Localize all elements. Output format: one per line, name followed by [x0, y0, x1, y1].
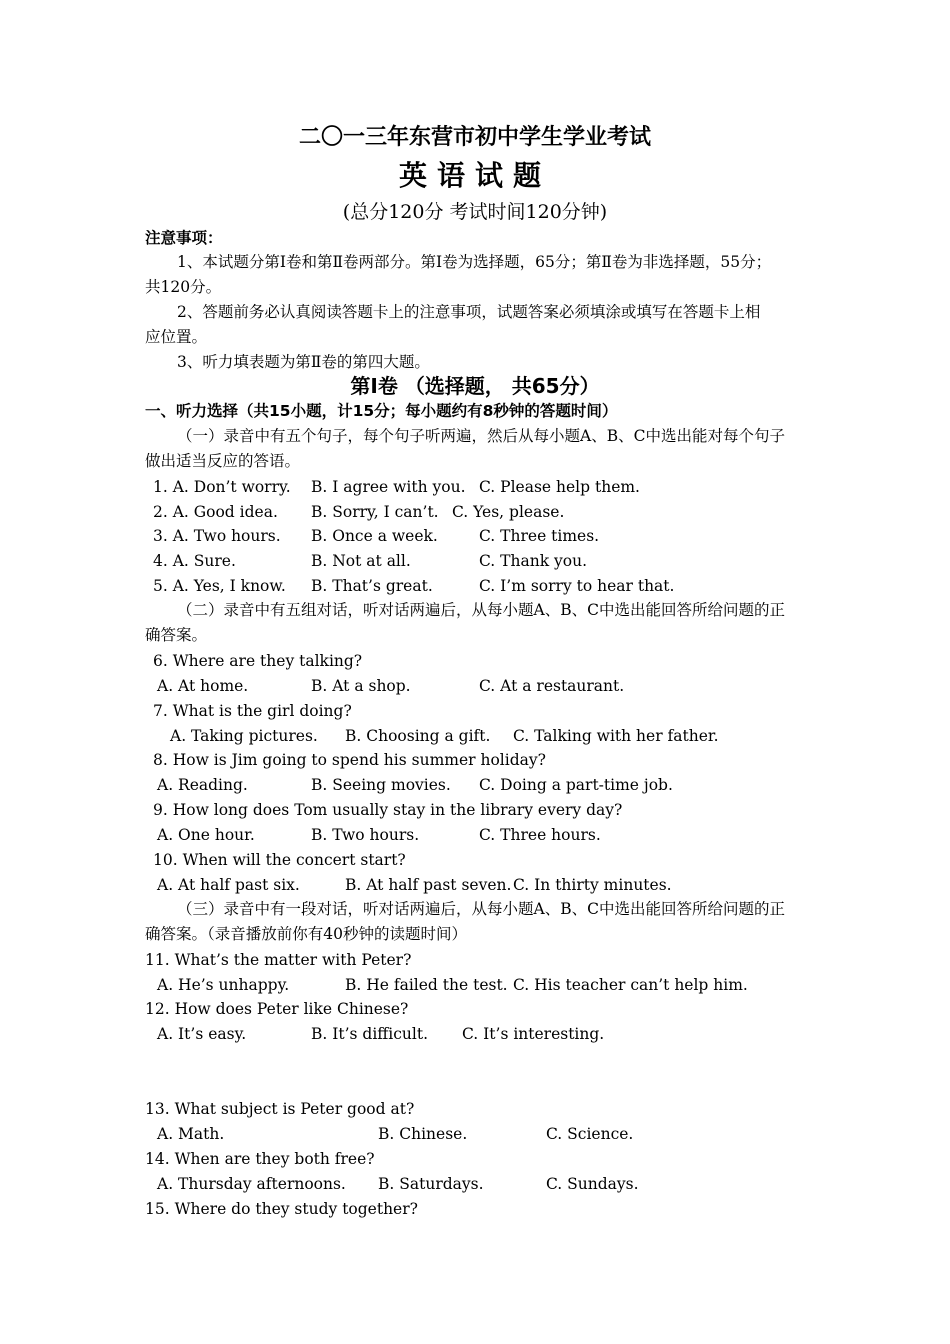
q4-option-a: 4. A. Sure.: [153, 552, 236, 570]
q7-option-a: A. Taking pictures.: [170, 727, 318, 745]
exam-title: 二〇一三年东营市初中学生学业考试: [298, 124, 651, 150]
q2-option-c: C. Yes, please.: [452, 503, 565, 521]
q9-option-a: A. One hour.: [157, 826, 255, 844]
q6-stem: 6. Where are they talking?: [153, 652, 363, 670]
note-2-cont: 应位置。: [145, 328, 208, 346]
q13-option-a: A. Math.: [157, 1125, 225, 1143]
q1-option-a: 1. A. Don’t worry.: [153, 478, 291, 496]
note-1: 1、本试题分第Ⅰ卷和第Ⅱ卷两部分。第Ⅰ卷为选择题，65分；第Ⅱ卷为非选择题，55分；: [177, 253, 772, 271]
note-3: 3、听力填表题为第Ⅱ卷的第四大题。: [177, 353, 430, 371]
q7-option-c: C. Talking with her father.: [513, 727, 719, 745]
note-2: 2、答题前务必认真阅读答题卡上的注意事项，试题答案必须填涂或填写在答题卡上相: [177, 303, 761, 321]
q7-option-b: B. Choosing a gift.: [345, 727, 491, 745]
exam-info: (总分120分 考试时间120分钟): [342, 201, 608, 223]
q2-option-a: 2. A. Good idea.: [153, 503, 278, 521]
q4-option-b: B. Not at all.: [311, 552, 411, 570]
q10-option-b: B. At half past seven.: [345, 876, 512, 894]
sub-instruction-1-cont: 做出适当反应的答语。: [145, 452, 301, 470]
q9-option-b: B. Two hours.: [311, 826, 420, 844]
q12-stem: 12. How does Peter like Chinese?: [145, 1000, 409, 1018]
q11-option-a: A. He’s unhappy.: [157, 976, 290, 994]
sub-instruction-1: （一）录音中有五个句子，每个句子听两遍，然后从每小题A、B、C中选出能对每个句子: [177, 427, 785, 445]
q10-option-a: A. At half past six.: [157, 876, 300, 894]
q4-option-c: C. Thank you.: [479, 552, 588, 570]
q1-option-b: B. I agree with you.: [311, 478, 466, 496]
note-1-cont: 共120分。: [145, 278, 222, 296]
q3-option-c: C. Three times.: [479, 527, 600, 545]
q12-option-a: A. It’s easy.: [157, 1025, 247, 1043]
q3-option-a: 3. A. Two hours.: [153, 527, 281, 545]
q13-stem: 13. What subject is Peter good at?: [145, 1100, 415, 1118]
q14-option-a: A. Thursday afternoons.: [157, 1175, 346, 1193]
q10-option-c: C. In thirty minutes.: [513, 876, 672, 894]
sub-instruction-2: （二）录音中有五组对话，听对话两遍后，从每小题A、B、C中选出能回答所给问题的正: [177, 601, 785, 619]
q11-option-b: B. He failed the test.: [345, 976, 508, 994]
subject-title: 英语试题: [398, 159, 551, 192]
q7-stem: 7. What is the girl doing?: [153, 702, 352, 720]
sub-instruction-3-cont: 确答案。（录音播放前你有40秒钟的读题时间）: [145, 925, 467, 943]
q15-stem: 15. Where do they study together?: [145, 1200, 418, 1218]
sub-instruction-3: （三）录音中有一段对话，听对话两遍后，从每小题A、B、C中选出能回答所给问题的正: [177, 900, 785, 918]
q8-stem: 8. How is Jim going to spend his summer holiday?: [153, 751, 546, 769]
q5-option-b: B. That’s great.: [311, 577, 433, 595]
sub-instruction-2-cont: 确答案。: [145, 626, 208, 644]
q13-option-c: C. Science.: [546, 1125, 634, 1143]
q11-option-c: C. His teacher can’t help him.: [513, 976, 748, 994]
q6-option-c: C. At a restaurant.: [479, 677, 625, 695]
q8-option-a: A. Reading.: [157, 776, 248, 794]
q13-option-b: B. Chinese.: [378, 1125, 468, 1143]
part-1-title: 一、听力选择（共15小题，计15分；每小题约有8秒钟的答题时间）: [145, 402, 618, 420]
q9-option-c: C. Three hours.: [479, 826, 601, 844]
q1-option-c: C. Please help them.: [479, 478, 640, 496]
notes-heading: 注意事项：: [145, 229, 223, 247]
q14-option-c: C. Sundays.: [546, 1175, 639, 1193]
q8-option-b: B. Seeing movies.: [311, 776, 451, 794]
q5-option-c: C. I’m sorry to hear that.: [479, 577, 675, 595]
q12-option-c: C. It’s interesting.: [462, 1025, 605, 1043]
q6-option-a: A. At home.: [157, 677, 249, 695]
q6-option-b: B. At a shop.: [311, 677, 411, 695]
q14-option-b: B. Saturdays.: [378, 1175, 484, 1193]
q14-stem: 14. When are they both free?: [145, 1150, 375, 1168]
section-1-title: 第Ⅰ卷 （选择题， 共65分）: [350, 374, 600, 398]
q8-option-c: C. Doing a part-time job.: [479, 776, 673, 794]
q10-stem: 10. When will the concert start?: [153, 851, 406, 869]
q9-stem: 9. How long does Tom usually stay in the library every day?: [153, 801, 623, 819]
q12-option-b: B. It’s difficult.: [311, 1025, 429, 1043]
q3-option-b: B. Once a week.: [311, 527, 438, 545]
q11-stem: 11. What’s the matter with Peter?: [145, 951, 412, 969]
q5-option-a: 5. A. Yes, I know.: [153, 577, 286, 595]
q2-option-b: B. Sorry, I can’t.: [311, 503, 439, 521]
